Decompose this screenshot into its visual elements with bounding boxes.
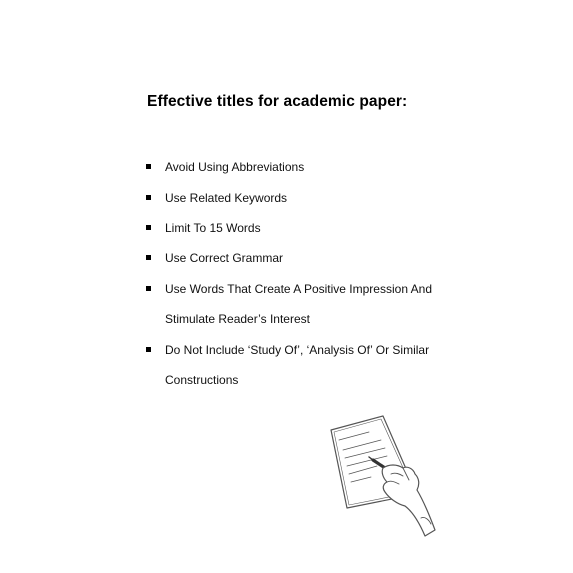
list-item-text: Limit To 15 Words bbox=[165, 221, 261, 235]
bullet-marker bbox=[146, 286, 151, 291]
page-title: Effective titles for academic paper: bbox=[147, 93, 408, 110]
list-item-text-continued: Constructions bbox=[165, 373, 239, 387]
list-item-text: Use Related Keywords bbox=[165, 191, 288, 205]
list-item-text-continued: Stimulate Reader’s Interest bbox=[165, 312, 310, 326]
list-item-text: Do Not Include ‘Study Of’, ‘Analysis Of’ Or Similar bbox=[165, 343, 430, 357]
list-item-text: Use Words That Create A Positive Impression And bbox=[165, 282, 433, 296]
bullet-marker bbox=[146, 195, 151, 200]
bullet-marker bbox=[146, 225, 151, 230]
bullet-marker bbox=[146, 347, 151, 352]
hand-writing-on-paper-icon bbox=[325, 408, 440, 543]
list-item-text: Use Correct Grammar bbox=[165, 251, 284, 265]
bullet-marker bbox=[146, 255, 151, 260]
bullet-marker bbox=[146, 164, 151, 169]
list-item-text: Avoid Using Abbreviations bbox=[165, 160, 305, 174]
